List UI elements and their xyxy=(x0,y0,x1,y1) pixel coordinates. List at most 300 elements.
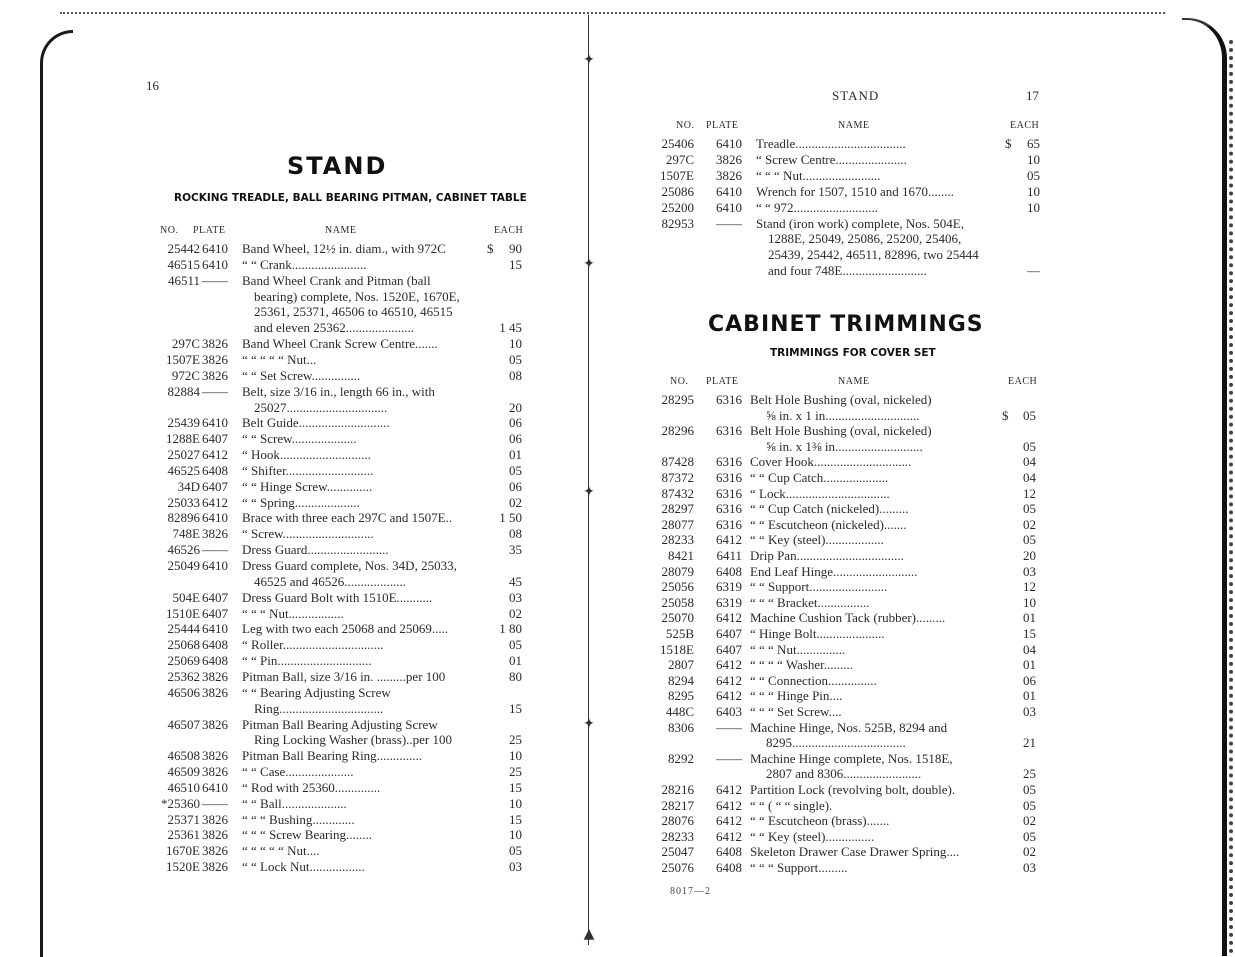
table-row xyxy=(590,263,1190,279)
part-name: “ “ Ball.................... xyxy=(242,795,347,811)
plate-number: 3826 xyxy=(202,336,228,352)
section-subtitle: TRIMMINGS FOR COVER SET xyxy=(770,347,936,359)
dollar-sign: $ xyxy=(487,241,494,256)
plate-number: 6410 xyxy=(202,256,228,272)
part-name: “ Roller............................... xyxy=(242,637,384,653)
unit-price: 10 xyxy=(509,827,522,843)
part-name: Cover Hook.............................. xyxy=(750,454,912,470)
part-name: “ “ Set Screw............... xyxy=(242,367,361,383)
table-row xyxy=(590,673,1190,689)
part-number: 25069 xyxy=(167,653,200,669)
table-row xyxy=(0,368,560,384)
table-row xyxy=(590,548,1190,564)
part-name: “ “ Screw.................... xyxy=(242,431,357,447)
part-number: 46526 xyxy=(167,542,200,558)
table-row xyxy=(590,735,1190,751)
table-row xyxy=(590,751,1190,767)
part-number: 28076 xyxy=(661,813,694,829)
part-name: “ Lock................................ xyxy=(750,485,890,501)
unit-price: 05 xyxy=(1023,438,1036,454)
plate-number: 6407 xyxy=(202,478,228,494)
part-number: 1520E xyxy=(166,859,200,875)
binding-gutter xyxy=(588,15,589,945)
table-row xyxy=(0,320,560,336)
part-name: Ring................................ xyxy=(254,700,384,716)
part-name: Belt Guide............................ xyxy=(242,415,390,431)
unit-price: 06 xyxy=(1023,672,1036,688)
table-row xyxy=(0,669,560,685)
unit-price: 03 xyxy=(1023,563,1036,579)
running-head: STAND xyxy=(832,88,880,103)
part-name: Machine Hinge, Nos. 525B, 8294 and xyxy=(750,719,948,735)
part-name: Ring Locking Washer (brass)..per 100 xyxy=(254,732,453,748)
plate-number: —— xyxy=(716,215,742,231)
part-name: 25027............................... xyxy=(254,399,388,415)
part-number: 82896 xyxy=(167,510,200,526)
plate-number: 6407 xyxy=(202,605,228,621)
plate-number: 3826 xyxy=(716,151,742,167)
part-number: 748E xyxy=(172,526,200,542)
part-number: 25068 xyxy=(167,637,200,653)
unit-price: 21 xyxy=(1023,735,1036,751)
part-name: “ “ Lock Nut................. xyxy=(242,859,365,875)
unit-price: 10 xyxy=(1027,151,1040,167)
unit-price: 15 xyxy=(509,811,522,827)
part-name: “ “ Bearing Adjusting Screw xyxy=(242,684,391,700)
table-row xyxy=(590,200,1190,216)
plate-number: 3826 xyxy=(202,859,228,875)
table-row xyxy=(590,517,1190,533)
header-name: NAME xyxy=(325,225,357,236)
table-row xyxy=(590,688,1190,704)
part-number: 448C xyxy=(665,704,694,719)
plate-number: 3826 xyxy=(202,668,228,684)
table-row xyxy=(0,796,560,812)
table-row xyxy=(590,595,1190,611)
table-row xyxy=(590,860,1190,876)
section-title: STAND xyxy=(287,152,388,180)
part-name: “ “ “ Bushing............. xyxy=(242,811,355,827)
section-subtitle: ROCKING TREADLE, BALL BEARING PITMAN, CABINET TABLE xyxy=(174,192,527,204)
table-row xyxy=(0,463,560,479)
unit-price: 01 xyxy=(1023,657,1036,673)
part-number: 87428 xyxy=(661,454,694,470)
plate-number: 3826 xyxy=(202,748,228,764)
table-row xyxy=(0,732,560,748)
unit-price: 04 xyxy=(1023,470,1036,485)
part-number: 8295 xyxy=(668,688,694,704)
part-name: bearing) complete, Nos. 1520E, 1670E, xyxy=(254,288,460,304)
part-number: 25027 xyxy=(167,447,200,463)
plate-number: 6407 xyxy=(716,641,742,657)
unit-price: 05 xyxy=(1023,782,1036,797)
part-name: Band Wheel Crank and Pitman (ball xyxy=(242,272,431,288)
table-row xyxy=(0,859,560,875)
part-name: “ “ “ Nut........................ xyxy=(756,167,881,183)
part-number: 28077 xyxy=(661,516,694,532)
part-name: Machine Hinge complete, Nos. 1518E, xyxy=(750,750,953,766)
part-name: “ “ ( “ “ single). xyxy=(750,797,833,813)
part-name: “ “ “ Bracket................ xyxy=(750,594,870,610)
table-row xyxy=(590,392,1190,408)
unit-price: 15 xyxy=(509,700,522,716)
unit-price: 1 50 xyxy=(499,510,522,526)
part-name: “ Rod with 25360.............. xyxy=(242,779,381,795)
table-row xyxy=(590,231,1190,247)
plate-number: 6412 xyxy=(716,657,742,673)
plate-number: 6412 xyxy=(716,813,742,829)
part-number: 46508 xyxy=(167,748,200,764)
part-name: ⅝ in. x 1 in............................. xyxy=(766,407,920,423)
unit-price: 01 xyxy=(1023,688,1036,704)
table-row xyxy=(0,273,560,289)
unit-price: 10 xyxy=(1027,183,1040,199)
unit-price: 03 xyxy=(1023,704,1036,719)
plate-number: 6412 xyxy=(716,532,742,548)
part-name: “ “ “ “ Washer......... xyxy=(750,657,854,673)
unit-price: 02 xyxy=(1023,844,1036,860)
table-row xyxy=(590,642,1190,658)
plate-number: 3826 xyxy=(202,526,228,542)
part-number: 25033 xyxy=(167,494,200,510)
unit-price: 05 xyxy=(1023,407,1036,423)
table-row xyxy=(0,621,560,637)
part-number: 8306 xyxy=(668,719,694,735)
page-number: 17 xyxy=(1026,88,1039,103)
table-row xyxy=(0,685,560,701)
unit-price: 08 xyxy=(509,526,522,542)
header-no: NO. xyxy=(160,225,179,236)
table-row xyxy=(0,415,560,431)
part-name: Partition Lock (revolving bolt, double). xyxy=(750,782,956,797)
part-number: 87432 xyxy=(661,485,694,501)
part-name: “ Hook............................ xyxy=(242,447,371,463)
printer-signature: 8017—2 xyxy=(670,886,711,897)
part-name: End Leaf Hinge.......................... xyxy=(750,563,918,579)
unit-price: 12 xyxy=(1023,579,1036,595)
table-row xyxy=(0,384,560,400)
part-number: 1507E xyxy=(166,351,200,367)
part-number: 46525 xyxy=(167,462,200,478)
plate-number: 6403 xyxy=(716,704,742,719)
unit-price: 05 xyxy=(509,637,522,653)
header-plate: PLATE xyxy=(706,376,739,387)
table-row xyxy=(0,352,560,368)
unit-price: 05 xyxy=(1023,828,1036,844)
table-row xyxy=(0,764,560,780)
table-row xyxy=(0,843,560,859)
part-name: 25439, 25442, 46511, 82896, two 25444 xyxy=(768,247,979,263)
table-row xyxy=(590,720,1190,736)
part-number: 46507 xyxy=(167,716,200,732)
part-name: Leg with two each 25068 and 25069..... xyxy=(242,621,449,637)
table-row xyxy=(590,423,1190,439)
plate-number: 3826 xyxy=(202,351,228,367)
table-row xyxy=(590,766,1190,782)
table-row xyxy=(590,657,1190,673)
part-name: and four 748E.......................... xyxy=(768,263,927,279)
table-row xyxy=(590,216,1190,232)
part-name: Skeleton Drawer Case Drawer Spring.... xyxy=(750,844,960,860)
plate-number: 6408 xyxy=(716,860,742,875)
table-row xyxy=(0,431,560,447)
part-name: “ “ Cup Catch.................... xyxy=(750,470,889,485)
table-row xyxy=(590,454,1190,470)
table-row xyxy=(0,780,560,796)
part-name: “ “ Escutcheon (nickeled)....... xyxy=(750,516,907,532)
header-plate: PLATE xyxy=(706,120,739,131)
part-name: “ “ Pin............................. xyxy=(242,653,372,669)
part-number: 25200 xyxy=(661,199,694,215)
part-name: “ “ “ Support......... xyxy=(750,860,848,875)
plate-number: 6319 xyxy=(716,579,742,595)
part-name: “ “ “ Nut............... xyxy=(750,641,846,657)
unit-price: 05 xyxy=(509,462,522,478)
part-name: “ “ Case..................... xyxy=(242,764,354,780)
plate-number: 3826 xyxy=(202,827,228,843)
part-name: Wrench for 1507, 1510 and 1670........ xyxy=(756,183,955,199)
header-name: NAME xyxy=(838,376,870,387)
unit-price: 01 xyxy=(1023,610,1036,626)
table-row xyxy=(590,844,1190,860)
binding-thread-mark: ✦ xyxy=(583,52,595,68)
unit-price: 04 xyxy=(1023,454,1036,470)
plate-number: 6410 xyxy=(202,415,228,431)
unit-price: 03 xyxy=(509,589,522,605)
plate-number: 6410 xyxy=(716,183,742,199)
plate-number: 6408 xyxy=(716,563,742,579)
part-number: 1670E xyxy=(166,843,200,859)
part-number: 25406 xyxy=(661,136,694,151)
plate-number: —— xyxy=(202,795,228,811)
table-row xyxy=(590,168,1190,184)
part-name: “ “ Escutcheon (brass)....... xyxy=(750,813,890,829)
plate-number: —— xyxy=(202,383,228,399)
unit-price: 25 xyxy=(509,764,522,780)
part-number: 8292 xyxy=(668,750,694,766)
plate-number: —— xyxy=(716,750,742,766)
plate-number: 6410 xyxy=(716,199,742,215)
plate-number: 3826 xyxy=(202,811,228,827)
part-number: 28216 xyxy=(661,782,694,797)
header-no: NO. xyxy=(670,376,689,387)
part-name: “ Shifter........................... xyxy=(242,462,374,478)
table-row xyxy=(0,812,560,828)
unit-price: 01 xyxy=(509,447,522,463)
dollar-sign: $ xyxy=(1005,136,1012,151)
table-row xyxy=(590,829,1190,845)
part-name: Brace with three each 297C and 1507E.. xyxy=(242,510,453,526)
table-row xyxy=(590,470,1190,486)
part-name: “ “ Connection............... xyxy=(750,672,877,688)
binding-thread-mark: ▲ xyxy=(583,926,595,942)
unit-price: 15 xyxy=(1023,626,1036,641)
table-row xyxy=(0,558,560,574)
table-row xyxy=(590,247,1190,263)
part-name: Band Wheel, 12½ in. diam., with 972C xyxy=(242,241,446,256)
part-number: 525B xyxy=(665,626,694,641)
part-name: Dress Guard......................... xyxy=(242,542,389,558)
table-row xyxy=(590,184,1190,200)
table-row xyxy=(0,526,560,542)
table-row xyxy=(590,626,1190,642)
part-name: “ Hinge Bolt..................... xyxy=(750,626,885,641)
part-number: 87372 xyxy=(661,470,694,485)
unit-price: 05 xyxy=(1023,797,1036,813)
plate-number: 6412 xyxy=(716,797,742,813)
header-each: EACH xyxy=(494,225,524,236)
plate-number: 6316 xyxy=(716,454,742,470)
table-row xyxy=(590,501,1190,517)
part-name: Belt, size 3/16 in., length 66 in., with xyxy=(242,383,435,399)
unit-price: 20 xyxy=(509,399,522,415)
plate-number: 6408 xyxy=(716,844,742,860)
part-number: 25058 xyxy=(661,594,694,610)
unit-price: 06 xyxy=(509,478,522,494)
unit-price: 25 xyxy=(1023,766,1036,782)
part-number: 972C xyxy=(171,367,200,383)
section-title: CABINET TRIMMINGS xyxy=(708,312,984,337)
table-row xyxy=(0,590,560,606)
part-number: 1510E xyxy=(166,605,200,621)
table-row xyxy=(590,579,1190,595)
table-row xyxy=(0,447,560,463)
part-number: 1507E xyxy=(660,167,694,183)
plate-number: 6316 xyxy=(716,501,742,517)
table-row xyxy=(590,136,1190,152)
part-number: 28233 xyxy=(661,828,694,844)
unit-price: 15 xyxy=(509,779,522,795)
table-row xyxy=(0,289,560,305)
plate-number: —— xyxy=(202,542,228,558)
plate-number: 6408 xyxy=(202,653,228,669)
part-number: 297C xyxy=(665,151,694,167)
part-number: 25086 xyxy=(661,183,694,199)
part-name: “ “ 972.......................... xyxy=(756,199,879,215)
table-row xyxy=(0,748,560,764)
unit-price: 05 xyxy=(1023,532,1036,548)
plate-number: 6316 xyxy=(716,485,742,501)
part-number: 46509 xyxy=(167,764,200,780)
part-name: “ “ Key (steel).................. xyxy=(750,532,884,548)
part-number: 1518E xyxy=(660,641,694,657)
part-name: “ “ Spring.................... xyxy=(242,494,360,510)
plate-number: 3826 xyxy=(716,167,742,183)
plate-number: 6407 xyxy=(202,431,228,447)
table-row xyxy=(590,782,1190,798)
table-row xyxy=(0,637,560,653)
unit-price: 10 xyxy=(509,795,522,811)
unit-price: 10 xyxy=(1023,594,1036,610)
table-row xyxy=(0,241,560,257)
unit-price: 25 xyxy=(509,732,522,748)
unit-price: 04 xyxy=(1023,641,1036,657)
part-number: 25076 xyxy=(661,860,694,875)
plate-number: 6412 xyxy=(716,688,742,704)
unit-price: 03 xyxy=(509,859,522,875)
unit-price: 02 xyxy=(1023,516,1036,532)
part-number: 25049 xyxy=(167,558,200,573)
part-number: *25360 xyxy=(161,795,200,811)
part-name: 1288E, 25049, 25086, 25200, 25406, xyxy=(768,231,962,247)
unit-price: 05 xyxy=(1023,501,1036,517)
part-number: 34D xyxy=(177,478,200,494)
part-name: “ “ Key (steel)............... xyxy=(750,828,875,844)
table-row xyxy=(590,408,1190,424)
part-name: Stand (iron work) complete, Nos. 504E, xyxy=(756,215,964,231)
table-row xyxy=(0,257,560,273)
unit-price: 15 xyxy=(509,256,522,272)
part-number: 25070 xyxy=(661,610,694,626)
plate-number: 3826 xyxy=(202,716,228,732)
plate-number: 6412 xyxy=(716,610,742,626)
part-number: 28079 xyxy=(661,563,694,579)
unit-price: 1 80 xyxy=(499,621,522,637)
plate-number: 6408 xyxy=(202,462,228,478)
part-number: 28233 xyxy=(661,532,694,548)
table-row xyxy=(590,532,1190,548)
plate-number: —— xyxy=(202,272,228,288)
table-row xyxy=(590,798,1190,814)
table-row xyxy=(0,606,560,622)
plate-number: 6412 xyxy=(716,828,742,844)
plate-number: 6410 xyxy=(202,779,228,795)
table-row xyxy=(0,304,560,320)
binding-thread-mark: ✦ xyxy=(583,256,595,272)
part-number: 25047 xyxy=(661,844,694,860)
part-number: 28297 xyxy=(661,501,694,517)
part-name: 2807 and 8306........................ xyxy=(766,766,922,782)
part-name: Pitman Ball Bearing Ring.............. xyxy=(242,748,423,764)
unit-price: 05 xyxy=(509,351,522,367)
part-number: 504E xyxy=(172,589,200,605)
table-row xyxy=(590,152,1190,168)
plate-number: 3826 xyxy=(202,764,228,780)
part-number: 25361 xyxy=(167,827,200,843)
unit-price: 35 xyxy=(509,542,522,558)
part-number: 25371 xyxy=(167,811,200,827)
plate-number: 6410 xyxy=(202,510,228,526)
right-page-stack xyxy=(1219,40,1233,954)
table-row xyxy=(0,495,560,511)
table-row xyxy=(590,704,1190,720)
unit-price: 10 xyxy=(509,336,522,352)
table-row xyxy=(590,813,1190,829)
part-name: “ “ Cup Catch (nickeled)......... xyxy=(750,501,909,517)
unit-price: 10 xyxy=(1027,199,1040,215)
plate-number: 6319 xyxy=(716,594,742,610)
unit-price: 65 xyxy=(1027,136,1040,151)
part-name: “ Screw Centre...................... xyxy=(756,151,907,167)
plate-number: 6408 xyxy=(202,637,228,653)
part-name: Machine Cushion Tack (rubber)......... xyxy=(750,610,946,626)
part-number: 1288E xyxy=(166,431,200,447)
part-name: “ “ Support........................ xyxy=(750,579,888,595)
plate-number: 6316 xyxy=(716,392,742,407)
part-name: 46525 and 46526................... xyxy=(254,573,407,589)
plate-number: —— xyxy=(716,719,742,735)
part-name: “ “ “ “ “ Nut.... xyxy=(242,843,320,859)
table-row xyxy=(0,400,560,416)
plate-number: 6316 xyxy=(716,516,742,532)
unit-price: 45 xyxy=(509,573,522,589)
part-number: 2807 xyxy=(668,657,694,673)
unit-price: 06 xyxy=(509,415,522,431)
part-name: ⅝ in. x 1⅜ in........................... xyxy=(766,438,923,454)
part-name: and eleven 25362..................... xyxy=(254,320,414,336)
table-row xyxy=(0,574,560,590)
part-number: 82953 xyxy=(661,215,694,231)
